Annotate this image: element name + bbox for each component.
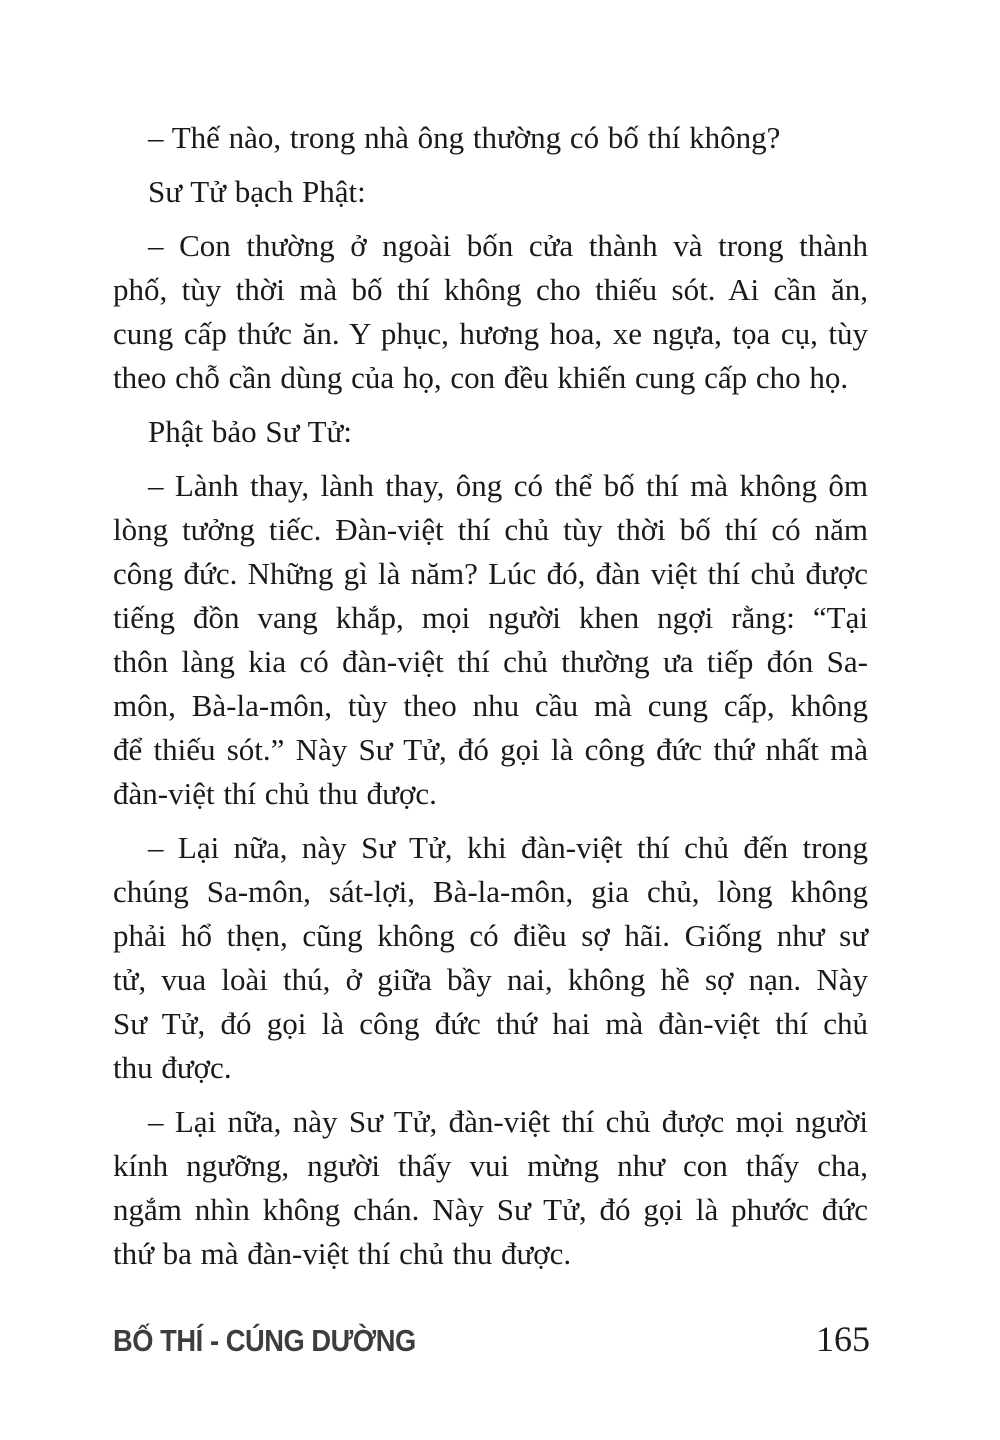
text-line: thứ ba mà đàn-việt thí chủ thu được. xyxy=(113,1236,572,1271)
paragraph xyxy=(113,410,868,454)
text-line: kính ngưỡng, người thấy vui mừng như con thấy cha, xyxy=(113,1148,868,1183)
text-line: – Lại nữa, này Sư Tử, đàn-việt thí chủ được mọi người xyxy=(148,1104,868,1139)
paragraph xyxy=(113,116,868,160)
paragraph xyxy=(113,224,868,400)
paragraph xyxy=(113,170,868,214)
text-line: tử, vua loài thú, ở giữa bầy nai, không hề sợ nạn. Này xyxy=(113,962,868,997)
text-line: cung cấp thức ăn. Y phục, hương hoa, xe ngựa, tọa cụ, tùy xyxy=(113,316,868,351)
text-line: phố, tùy thời mà bố thí không cho thiếu sót. Ai cần ăn, xyxy=(113,272,868,307)
text-line: thu được. xyxy=(113,1050,232,1085)
text-line: công đức. Những gì là năm? Lúc đó, đàn việt thí chủ được xyxy=(113,556,868,591)
paragraph xyxy=(113,826,868,1090)
text-line: – Con thường ở ngoài bốn cửa thành và trong thành xyxy=(148,228,868,263)
page-number: 165 xyxy=(816,1319,870,1359)
text-line: môn, Bà-la-môn, tùy theo nhu cầu mà cung cấp, không xyxy=(113,688,868,723)
text-line: thôn làng kia có đàn-việt thí chủ thường ưa tiếp đón Sa- xyxy=(113,644,868,679)
text-line: chúng Sa-môn, sát-lợi, Bà-la-môn, gia chủ, lòng không xyxy=(113,874,868,909)
text-line: lòng tưởng tiếc. Đàn-việt thí chủ tùy thời bố thí có năm xyxy=(113,512,868,547)
body-text xyxy=(113,116,868,1276)
text-line: theo chỗ cần dùng của họ, con đều khiến cung cấp cho họ. xyxy=(113,360,849,395)
text-line: ngắm nhìn không chán. Này Sư Tử, đó gọi là phước đức xyxy=(113,1192,868,1227)
text-line: Sư Tử, đó gọi là công đức thứ hai mà đàn-việt thí chủ xyxy=(113,1006,868,1041)
text-line: – Thế nào, trong nhà ông thường có bố thí không? xyxy=(148,120,781,155)
text-line: phải hổ thẹn, cũng không có điều sợ hãi. Giống như sư xyxy=(113,918,868,953)
paragraph xyxy=(113,464,868,816)
text-line: Phật bảo Sư Tử: xyxy=(148,414,352,449)
text-line: Sư Tử bạch Phật: xyxy=(148,174,366,209)
text-line: tiếng đồn vang khắp, mọi người khen ngợi rằng: “Tại xyxy=(113,600,868,635)
text-line: để thiếu sót.” Này Sư Tử, đó gọi là công đức thứ nhất mà xyxy=(113,732,868,767)
text-line: đàn-việt thí chủ thu được. xyxy=(113,776,437,811)
paragraph xyxy=(113,1100,868,1276)
running-title: BỐ THÍ - CÚNG DƯỜNG xyxy=(113,1323,416,1358)
text-line: – Lành thay, lành thay, ông có thể bố thí mà không ôm xyxy=(148,468,868,503)
text-line: – Lại nữa, này Sư Tử, khi đàn-việt thí chủ đến trong xyxy=(148,830,868,865)
page-footer xyxy=(113,1318,870,1360)
